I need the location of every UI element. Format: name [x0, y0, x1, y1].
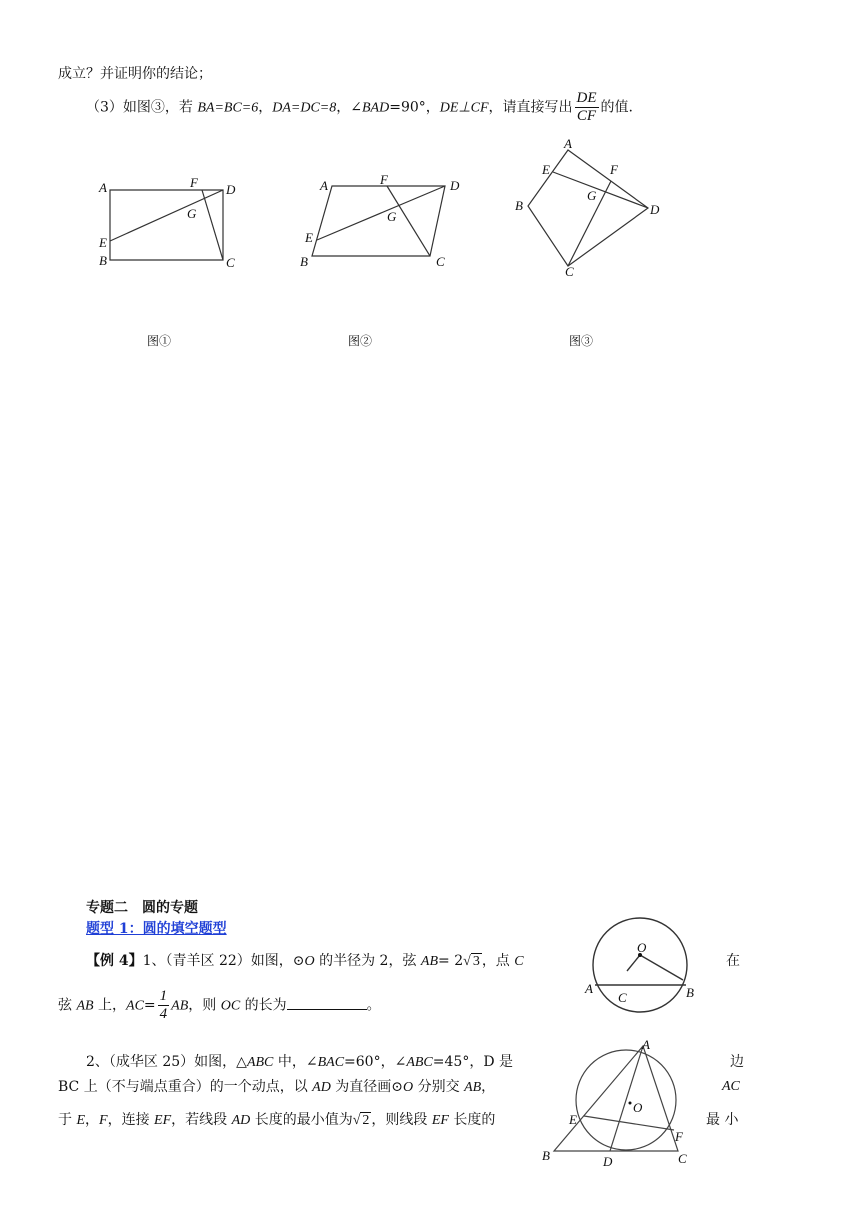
q3-angle-bad: BAD: [362, 100, 390, 116]
answer-blank[interactable]: [287, 995, 367, 1010]
continuation-line: 成立？并证明你的结论；: [58, 66, 212, 82]
q3-mid: ，请直接写出: [488, 99, 573, 116]
figure-3-caption: 图③: [569, 334, 594, 348]
circle2-label-o: O: [633, 1100, 643, 1115]
ex4-p1-oc: OC: [220, 998, 241, 1014]
ex4-p1-ab: AB: [420, 954, 439, 969]
ex4-p2-o: O: [403, 1080, 414, 1095]
ex4-item2-line3: [58, 1110, 495, 1131]
ex4-p2-abc: ABC: [246, 1055, 274, 1070]
ex4-p2-text: 长度的: [448, 1112, 496, 1128]
question-3: [86, 90, 633, 126]
ex4-p1-text: 弦: [58, 997, 77, 1014]
circle1-label-b: B: [686, 985, 694, 1000]
ex4-p2-text: 中，∠: [273, 1054, 318, 1070]
ex4-p1-text: 上，: [93, 997, 127, 1014]
fig3-label-b: B: [515, 198, 523, 213]
ex4-item2-line1: [86, 1052, 513, 1073]
ex4-p2-text: 于: [58, 1112, 77, 1128]
fig1-label-e: E: [99, 235, 107, 250]
ex4-item1-right-word: 在: [726, 953, 740, 969]
ex4-p2-text: 为直径画⊙: [330, 1079, 404, 1095]
fig2-label-f: F: [380, 172, 388, 187]
ex4-p2-ab: AB: [464, 1080, 482, 1095]
ex4-p1-text: 的半径为 2，弦: [314, 953, 421, 969]
ex4-item2-right-3: 最 小: [706, 1112, 739, 1128]
fig1-label-a: A: [99, 180, 107, 195]
ex4-p2-text: 长度的最小值为: [250, 1112, 353, 1128]
frac-den: 4: [159, 1006, 168, 1022]
ex4-p2-ad: AD: [231, 1113, 251, 1128]
fig2-label-c: C: [436, 254, 445, 269]
ex4-p1-o: O: [304, 954, 315, 969]
ex4-item2-right-2: AC: [722, 1079, 740, 1094]
frac-num: 1: [159, 988, 168, 1004]
ex4-p1-text: 。: [366, 997, 381, 1014]
circle2-label-b: B: [542, 1148, 550, 1163]
figure-2-caption: 图②: [348, 334, 373, 348]
figure-3-kite: [508, 136, 668, 281]
ex4-p1-ab: AB: [76, 998, 94, 1014]
ex4-item2-right-1: 边: [730, 1054, 744, 1070]
circle2-label-c: C: [678, 1151, 687, 1166]
ex4-p1-c: C: [514, 954, 524, 969]
ex4-p1-text: =: [143, 997, 156, 1014]
q3-prefix: （3）如图③，若: [86, 99, 198, 116]
ex4-tag: 【例 4】: [86, 953, 143, 969]
ex4-p1-text: 1、（青羊区 22）如图，⊙: [142, 953, 305, 969]
fig1-line-fc: [202, 190, 223, 260]
figure-circle-2: [538, 1036, 698, 1171]
fig1-label-c: C: [226, 255, 235, 270]
ex4-p2-text: 2、（成华区 25）如图，△: [86, 1054, 247, 1070]
ex4-p2-f: F: [99, 1113, 108, 1128]
ex4-p2-text: 分别交: [413, 1079, 465, 1095]
ex4-p2-text: BC 上（不与端点重合）的一个动点，以: [58, 1079, 313, 1095]
q3-perp: DE⊥CF: [439, 100, 489, 116]
fig3-label-e: E: [542, 162, 550, 177]
fig1-label-d: D: [226, 182, 236, 197]
ex4-p2-ef: EF: [431, 1113, 449, 1128]
circle1-label-c: C: [618, 990, 627, 1005]
ex4-p2-ad: AD: [312, 1080, 331, 1095]
figure-1-caption: 图①: [147, 334, 172, 348]
ex4-p1-ac: AC: [126, 998, 144, 1014]
fig2-label-e: E: [305, 230, 313, 245]
fig1-label-g: G: [187, 206, 197, 221]
circle2-label-d: D: [603, 1154, 613, 1169]
sqrt-radicand: 3: [472, 954, 480, 969]
q3-sep: ，∠: [336, 99, 362, 116]
ex4-p2-text: ，则线段: [371, 1112, 432, 1128]
q3-frac-den: CF: [576, 108, 597, 124]
fig2-parallelogram: [312, 186, 445, 256]
ex4-p1-text: ，点: [481, 953, 515, 969]
ex4-p1-text: ，则: [188, 997, 221, 1014]
sqrt-radicand: 2: [362, 1113, 370, 1128]
ex4-p1-text: = 2: [438, 953, 464, 969]
fig3-label-d: D: [650, 202, 660, 217]
q3-fraction: [575, 90, 599, 125]
q3-cond-ba-bc: BA=BC=6: [197, 100, 259, 116]
sqrt-three: √ 3: [463, 954, 480, 969]
figure-2-parallelogram: [290, 168, 470, 280]
fig2-label-a: A: [320, 178, 328, 193]
ex4-item1-line2: [58, 988, 381, 1024]
fig2-line-ed: [317, 186, 445, 240]
fig3-label-f: F: [610, 162, 618, 177]
fig3-label-c: C: [565, 264, 574, 279]
figure-1-rectangle: [90, 170, 250, 280]
center-o-dot-2: [629, 1102, 632, 1105]
figure-circle-1: [580, 915, 710, 1020]
ex4-p2-bac: BAC: [317, 1055, 345, 1070]
fig1-line-ed: [110, 190, 223, 241]
circle1-label-a: A: [585, 981, 593, 996]
ex4-p1-ab: AB: [171, 998, 189, 1014]
section-title: 专题二 圆的专题: [86, 900, 198, 916]
ex4-p2-text: ，连接: [107, 1112, 155, 1128]
fig2-label-b: B: [300, 254, 308, 269]
ex4-item1-line1: [86, 951, 524, 972]
q3-suffix: 的值.: [600, 99, 633, 116]
fig3-label-a: A: [564, 136, 572, 151]
triangle-abc: [554, 1046, 678, 1151]
ex4-p2-text: ，: [481, 1079, 496, 1095]
ex4-p2-text: ，若线段: [171, 1112, 232, 1128]
ex4-p2-ef: EF: [154, 1113, 172, 1128]
quarter-fraction: [158, 988, 170, 1023]
q3-sep: ，: [258, 99, 273, 116]
q3-angle-value: =90°，: [389, 99, 440, 116]
circle2-label-a: A: [642, 1037, 650, 1052]
fig2-label-d: D: [450, 178, 460, 193]
ex4-p2-e: E: [76, 1113, 86, 1128]
fig1-label-f: F: [190, 175, 198, 190]
circle2-label-f: F: [675, 1129, 683, 1144]
segment-ef: [584, 1116, 674, 1130]
ex4-p2-abc: ABC: [406, 1055, 433, 1070]
segment-ad: [610, 1046, 643, 1151]
segment-oc: [627, 955, 640, 971]
q3-cond-da-dc: DA=DC=8: [272, 100, 337, 116]
ex4-p2-text: =60°，∠: [344, 1054, 407, 1070]
q3-frac-num: DE: [576, 90, 597, 106]
circle-o: [593, 918, 687, 1012]
ex4-p2-text: ，: [85, 1112, 100, 1128]
ex4-p1-text: 的长为: [240, 997, 287, 1014]
section-subtitle-link[interactable]: 题型 1：圆的填空题型: [86, 921, 227, 937]
circle1-label-o: O: [637, 940, 647, 955]
segment-ob: [640, 955, 683, 980]
fig3-label-g: G: [587, 188, 597, 203]
ex4-p2-text: =45°，D 是: [432, 1054, 514, 1070]
fig1-label-b: B: [99, 253, 107, 268]
fig2-label-g: G: [387, 209, 397, 224]
sqrt-two: √ 2: [352, 1113, 370, 1128]
ex4-item2-line2: [58, 1077, 495, 1098]
fig1-rect: [110, 190, 223, 260]
circle2-label-e: E: [569, 1112, 577, 1127]
